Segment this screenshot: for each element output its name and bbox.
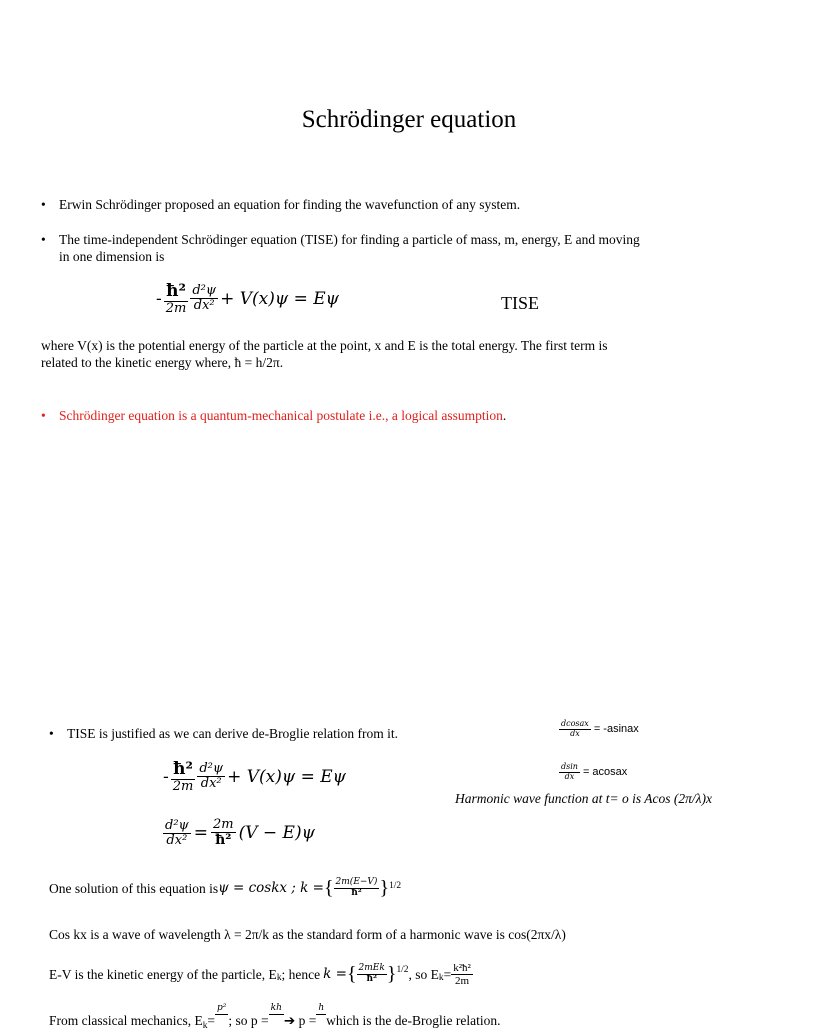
eq3-derivative-fraction (163, 819, 191, 849)
ev-eq: = (443, 967, 452, 983)
cos-rest: = -asinax (593, 723, 639, 736)
cm-p-fraction (215, 1004, 228, 1015)
sol-prefix: One solution of this equation is (49, 880, 219, 896)
ev-k: k = (323, 966, 347, 983)
ev-prefix: E-V is the kinetic energy of the particle, E (49, 967, 277, 983)
sol-fraction (334, 878, 380, 899)
cm-arrow: ➔ p = (283, 1013, 317, 1028)
sol-den: ħ² (351, 887, 362, 898)
postulate-text: Schrödinger equation is a quantum-mechanical postulate i.e., a logical assumption (59, 408, 503, 423)
eq-dx2: dx² (193, 298, 215, 314)
where-paragraph (41, 337, 765, 371)
classical-mechanics-line (49, 1004, 500, 1035)
eq3-d2psi: d²ψ (165, 817, 189, 833)
eq-rest: + V(x)ψ = Eψ (220, 288, 339, 309)
eq-hbar2: ħ² (166, 281, 186, 301)
ev-den: ħ² (366, 974, 377, 985)
bullet-postulate (41, 407, 761, 424)
solution-line: One solution of this equation is ψ = coskx ; k = { $\frac{2m(E-V)}{\text{ħ²}}$ } 1/2 (49, 876, 402, 899)
eq3-2m-fraction (211, 818, 236, 849)
bullet-dot: • (49, 726, 54, 741)
cm-knum: kh (270, 1003, 282, 1013)
sin-rest: = acosax (582, 766, 628, 779)
bullet-text-line2: in one dimension is (59, 249, 165, 264)
eq-d2psi: d²ψ (192, 283, 217, 299)
cm-eq: = (207, 1013, 216, 1028)
eq-2m: 2m (172, 778, 194, 794)
ev-so: , so E (408, 967, 439, 983)
where-line1: where V(x) is the potential energy of the particle at the point, x and E is the total energy. The first term is (41, 338, 608, 353)
sin-num: dsin (561, 762, 578, 771)
bullet-text-line1: The time-independent Schrödinger equation (TISE) for finding a particle of mass, m, energy, E and moving (59, 232, 640, 247)
cm-sub: k (202, 1021, 208, 1031)
derivative-cos-note (559, 720, 639, 739)
bullet-dot: • (41, 197, 46, 212)
eq-d2psi: d²ψ (199, 761, 224, 777)
ev-energy-fraction (451, 962, 473, 987)
ev-sub: k (276, 973, 282, 984)
cos-den: dx (570, 728, 580, 738)
eq-hbar-fraction (171, 760, 196, 794)
eq-rest: + V(x)ψ = Eψ (227, 766, 346, 787)
tise-label: TISE (501, 293, 539, 313)
wavelength-line: Cos kx is a wave of wavelength λ = 2π/k as the standard form of a harmonic wave is cos(2πx/λ) (49, 927, 566, 942)
ev-fnum: k²ħ² (453, 962, 471, 974)
eq3-equals: = (193, 823, 208, 844)
eq-hbar-fraction (164, 282, 189, 316)
cm-k-fraction (269, 1004, 284, 1015)
harmonic-note: Harmonic wave function at t= o is Acos (2π/λ)x (455, 791, 712, 806)
bullet-justified (49, 725, 529, 742)
page-title: Schrödinger equation (301, 106, 517, 133)
sol-exp: 1/2 (389, 881, 402, 891)
eq3-hbar2: ħ² (215, 832, 232, 849)
sin-fraction (559, 763, 580, 782)
bullet-dot: • (41, 408, 46, 423)
eq-2m: 2m (165, 300, 187, 316)
eq-minus: - (156, 288, 162, 309)
eq-minus: - (163, 766, 169, 787)
cm-tail: which is the de-Broglie relation. (326, 1013, 501, 1028)
bullet-text: Erwin Schrödinger proposed an equation for finding the wavefunction of any system. (59, 197, 521, 212)
eq3-2m: 2m (212, 817, 234, 832)
cm-fnum: p² (217, 1003, 227, 1013)
cos-num: dcosax (561, 719, 589, 728)
ev-num: 2mEk (358, 963, 385, 974)
eq-hbar2: ħ² (173, 759, 193, 779)
eq-dx2: dx² (200, 776, 222, 792)
where-line2: related to the kinetic energy where, ħ = h/2π. (41, 355, 284, 370)
cm-prefix: From classical mechanics, E (49, 1013, 203, 1028)
cm-semi: ; so p = (228, 1013, 269, 1028)
cm-h-fraction (316, 1004, 326, 1015)
ev-exp: 1/2 (396, 965, 409, 975)
ev-fraction (357, 964, 387, 985)
postulate-period: . (502, 408, 507, 423)
cm-hnum: h (318, 1003, 325, 1013)
bullet-dot: • (41, 232, 46, 247)
sin-den: dx (564, 771, 575, 781)
derivative-sin-note (559, 763, 627, 782)
tise-equation (156, 282, 339, 316)
cos-fraction (559, 720, 591, 739)
ev-fden: 2m (455, 975, 470, 988)
eq-derivative-fraction (190, 284, 218, 314)
bullet-text: TISE is justified as we can derive de-Broglie relation from it. (67, 726, 399, 741)
rearranged-equation (163, 818, 315, 849)
kinetic-energy-line: E-V is the kinetic energy of the particle, E $_k$ ; hence k = { $\frac{\text{2mEk}}{\text{ħ²}}$ } $^{1/2}$ , so E $_k$ = $\frac{\text{k²ħ²}}{2m}$ (49, 962, 471, 988)
ev-mid: ; hence (281, 967, 321, 983)
bullet-tise-definition (41, 231, 765, 265)
bullet-proposal (41, 196, 761, 213)
tise-equation-repeat (163, 760, 346, 794)
sol-psi: ψ = coskx ; k = (218, 879, 324, 896)
ev-so-sub: k (438, 973, 444, 984)
eq3-dx2: dx² (166, 832, 188, 848)
sol-num: 2m(E−V) (335, 877, 378, 887)
eq-derivative-fraction (197, 762, 225, 792)
eq3-tail: (V − E)ψ (238, 823, 315, 844)
